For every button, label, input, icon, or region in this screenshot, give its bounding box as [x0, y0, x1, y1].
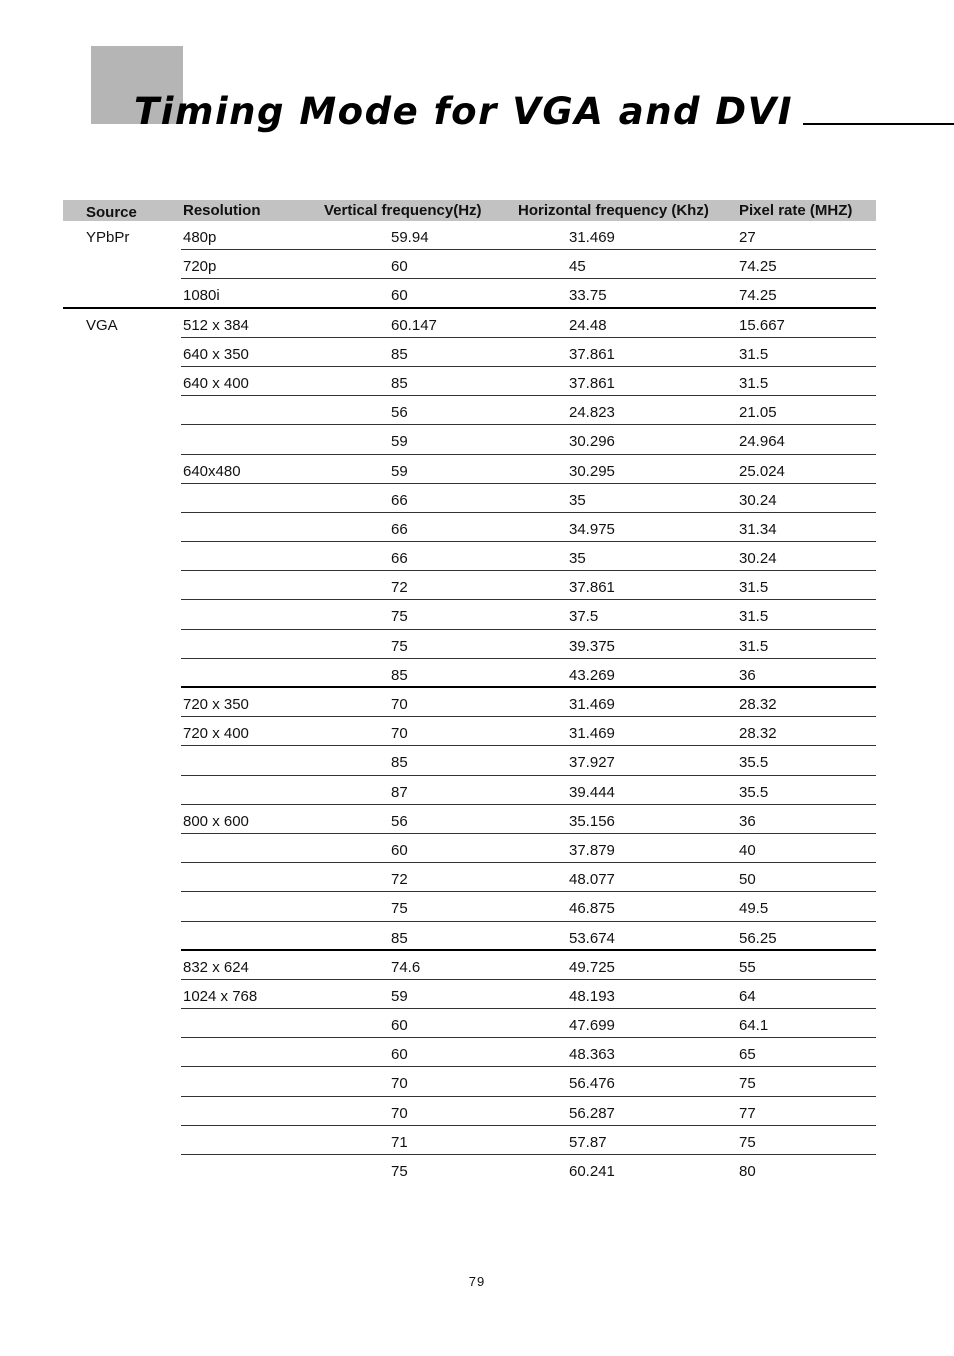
cell-pixel-rate: 35.5 — [739, 754, 769, 772]
cell-pixel-rate: 55 — [739, 958, 756, 976]
cell-horizontal-frequency: 31.469 — [569, 229, 615, 246]
cell-horizontal-frequency: 45 — [569, 258, 586, 276]
cell-vertical-frequency: 85 — [391, 754, 408, 772]
cell-vertical-frequency: 75 — [391, 608, 408, 626]
cell-resolution: 720p — [183, 258, 217, 276]
cell-vertical-frequency: 70 — [391, 725, 408, 743]
cell-resolution: 480p — [183, 229, 217, 246]
table-row — [63, 746, 876, 775]
cell-pixel-rate: 35.5 — [739, 783, 769, 801]
cell-source: YPbPr — [86, 229, 130, 246]
cell-resolution: 1024 x 768 — [183, 987, 258, 1005]
cell-resolution: 720 x 400 — [183, 725, 249, 743]
table-row — [63, 484, 876, 513]
cell-vertical-frequency: 56 — [391, 404, 408, 422]
table-row — [63, 513, 876, 542]
cell-pixel-rate: 64.1 — [739, 1017, 769, 1035]
cell-pixel-rate: 80 — [739, 1163, 756, 1180]
cell-horizontal-frequency: 37.861 — [569, 579, 615, 597]
table-row — [63, 1097, 876, 1126]
cell-pixel-rate: 56.25 — [739, 929, 777, 947]
cell-vertical-frequency: 85 — [391, 374, 408, 392]
cell-vertical-frequency: 59.94 — [391, 229, 429, 246]
table-row — [63, 1009, 876, 1038]
table-row — [63, 659, 876, 688]
cell-resolution: 832 x 624 — [183, 958, 249, 976]
table-row — [63, 250, 876, 279]
cell-pixel-rate: 65 — [739, 1046, 756, 1064]
cell-horizontal-frequency: 35.156 — [569, 812, 615, 830]
table-row — [63, 396, 876, 425]
cell-pixel-rate: 28.32 — [739, 725, 777, 743]
cell-horizontal-frequency: 47.699 — [569, 1017, 615, 1035]
cell-vertical-frequency: 74.6 — [391, 958, 421, 976]
cell-pixel-rate: 31.5 — [739, 637, 769, 655]
cell-pixel-rate: 31.34 — [739, 520, 777, 538]
cell-horizontal-frequency: 35 — [569, 550, 586, 568]
cell-pixel-rate: 21.05 — [739, 404, 777, 422]
table-row — [63, 571, 876, 600]
cell-vertical-frequency: 85 — [391, 929, 408, 947]
cell-horizontal-frequency: 34.975 — [569, 520, 615, 538]
cell-horizontal-frequency: 37.879 — [569, 841, 615, 859]
title-rule — [803, 123, 954, 125]
cell-horizontal-frequency: 60.241 — [569, 1163, 615, 1180]
cell-horizontal-frequency: 30.296 — [569, 433, 615, 451]
cell-horizontal-frequency: 43.269 — [569, 666, 615, 684]
cell-horizontal-frequency: 24.823 — [569, 404, 615, 422]
table-row — [63, 600, 876, 629]
cell-pixel-rate: 28.32 — [739, 696, 777, 713]
cell-resolution: 800 x 600 — [183, 812, 249, 830]
table-row — [63, 717, 876, 746]
cell-vertical-frequency: 72 — [391, 579, 408, 597]
cell-pixel-rate: 31.5 — [739, 345, 769, 363]
cell-pixel-rate: 75 — [739, 1075, 756, 1093]
cell-pixel-rate: 64 — [739, 987, 756, 1005]
cell-resolution: 720 x 350 — [183, 696, 249, 713]
table-row — [63, 688, 876, 717]
cell-horizontal-frequency: 31.469 — [569, 696, 615, 713]
cell-horizontal-frequency: 57.87 — [569, 1133, 607, 1151]
cell-pixel-rate: 40 — [739, 841, 756, 859]
cell-resolution: 640 x 350 — [183, 345, 249, 363]
header-resolution: Resolution — [183, 202, 261, 219]
cell-vertical-frequency: 56 — [391, 812, 408, 830]
table-body — [63, 221, 876, 1184]
cell-vertical-frequency: 70 — [391, 696, 408, 713]
table-row — [63, 630, 876, 659]
cell-horizontal-frequency: 37.5 — [569, 608, 599, 626]
cell-vertical-frequency: 66 — [391, 491, 408, 509]
cell-pixel-rate: 77 — [739, 1104, 756, 1122]
cell-resolution: 640 x 400 — [183, 374, 249, 392]
cell-horizontal-frequency: 35 — [569, 491, 586, 509]
cell-vertical-frequency: 60 — [391, 1017, 408, 1035]
cell-horizontal-frequency: 46.875 — [569, 900, 615, 918]
cell-vertical-frequency: 66 — [391, 550, 408, 568]
cell-horizontal-frequency: 56.476 — [569, 1075, 615, 1093]
cell-horizontal-frequency: 37.861 — [569, 345, 615, 363]
cell-pixel-rate: 30.24 — [739, 491, 777, 509]
header-vertical-frequency: Vertical frequency(Hz) — [324, 202, 482, 219]
header-pixel-rate: Pixel rate (MHZ) — [739, 202, 853, 219]
cell-resolution: 512 x 384 — [183, 316, 249, 334]
table-row — [63, 425, 876, 454]
page-number: 79 — [468, 1274, 486, 1289]
cell-vertical-frequency: 70 — [391, 1104, 408, 1122]
table-row — [63, 338, 876, 367]
table-row — [63, 922, 876, 951]
cell-vertical-frequency: 75 — [391, 1163, 408, 1180]
cell-pixel-rate: 49.5 — [739, 900, 769, 918]
cell-horizontal-frequency: 24.48 — [569, 316, 607, 334]
cell-pixel-rate: 36 — [739, 812, 756, 830]
cell-vertical-frequency: 85 — [391, 666, 408, 684]
table-row — [63, 309, 876, 338]
cell-vertical-frequency: 59 — [391, 987, 408, 1005]
cell-pixel-rate: 31.5 — [739, 374, 769, 392]
cell-vertical-frequency: 59 — [391, 433, 408, 451]
cell-vertical-frequency: 70 — [391, 1075, 408, 1093]
cell-pixel-rate: 24.964 — [739, 433, 785, 451]
cell-horizontal-frequency: 31.469 — [569, 725, 615, 743]
cell-vertical-frequency: 59 — [391, 462, 408, 480]
table-row — [63, 1155, 876, 1184]
cell-horizontal-frequency: 39.375 — [569, 637, 615, 655]
table-row — [63, 834, 876, 863]
cell-vertical-frequency: 71 — [391, 1133, 408, 1151]
cell-horizontal-frequency: 48.363 — [569, 1046, 615, 1064]
table-row — [63, 367, 876, 396]
cell-pixel-rate: 30.24 — [739, 550, 777, 568]
table-row — [63, 542, 876, 571]
cell-horizontal-frequency: 48.193 — [569, 987, 615, 1005]
table-row — [63, 1067, 876, 1096]
table-row — [63, 951, 876, 980]
cell-horizontal-frequency: 56.287 — [569, 1104, 615, 1122]
cell-vertical-frequency: 66 — [391, 520, 408, 538]
table-row — [63, 980, 876, 1009]
cell-vertical-frequency: 60 — [391, 841, 408, 859]
header-source: Source — [86, 204, 137, 221]
table-row — [63, 863, 876, 892]
table-row — [63, 1126, 876, 1155]
cell-vertical-frequency: 87 — [391, 783, 408, 801]
cell-vertical-frequency: 60.147 — [391, 316, 437, 334]
timing-table — [63, 200, 876, 1184]
cell-pixel-rate: 75 — [739, 1133, 756, 1151]
cell-vertical-frequency: 75 — [391, 900, 408, 918]
cell-pixel-rate: 74.25 — [739, 287, 777, 305]
cell-pixel-rate: 50 — [739, 871, 756, 889]
table-row — [63, 221, 876, 250]
header-horizontal-frequency: Horizontal frequency (Khz) — [518, 202, 709, 219]
cell-horizontal-frequency: 37.861 — [569, 374, 615, 392]
cell-horizontal-frequency: 33.75 — [569, 287, 607, 305]
cell-pixel-rate: 27 — [739, 229, 756, 246]
table-row — [63, 776, 876, 805]
table-row — [63, 1038, 876, 1067]
cell-vertical-frequency: 75 — [391, 637, 408, 655]
table-row — [63, 892, 876, 921]
cell-pixel-rate: 31.5 — [739, 579, 769, 597]
cell-resolution: 640x480 — [183, 462, 241, 480]
cell-vertical-frequency: 72 — [391, 871, 408, 889]
table-row — [63, 805, 876, 834]
cell-pixel-rate: 15.667 — [739, 316, 785, 334]
cell-horizontal-frequency: 39.444 — [569, 783, 615, 801]
cell-resolution: 1080i — [183, 287, 220, 305]
table-row — [63, 455, 876, 484]
cell-horizontal-frequency: 53.674 — [569, 929, 615, 947]
cell-pixel-rate: 25.024 — [739, 462, 785, 480]
cell-vertical-frequency: 60 — [391, 1046, 408, 1064]
page-title: Timing Mode for VGA and DVI — [134, 90, 794, 133]
cell-horizontal-frequency: 48.077 — [569, 871, 615, 889]
table-row — [63, 279, 876, 308]
cell-horizontal-frequency: 37.927 — [569, 754, 615, 772]
cell-pixel-rate: 74.25 — [739, 258, 777, 276]
cell-pixel-rate: 31.5 — [739, 608, 769, 626]
cell-vertical-frequency: 60 — [391, 258, 408, 276]
cell-vertical-frequency: 60 — [391, 287, 408, 305]
cell-source: VGA — [86, 316, 118, 334]
cell-vertical-frequency: 85 — [391, 345, 408, 363]
cell-horizontal-frequency: 30.295 — [569, 462, 615, 480]
table-header — [63, 200, 876, 221]
cell-pixel-rate: 36 — [739, 666, 756, 684]
cell-horizontal-frequency: 49.725 — [569, 958, 615, 976]
